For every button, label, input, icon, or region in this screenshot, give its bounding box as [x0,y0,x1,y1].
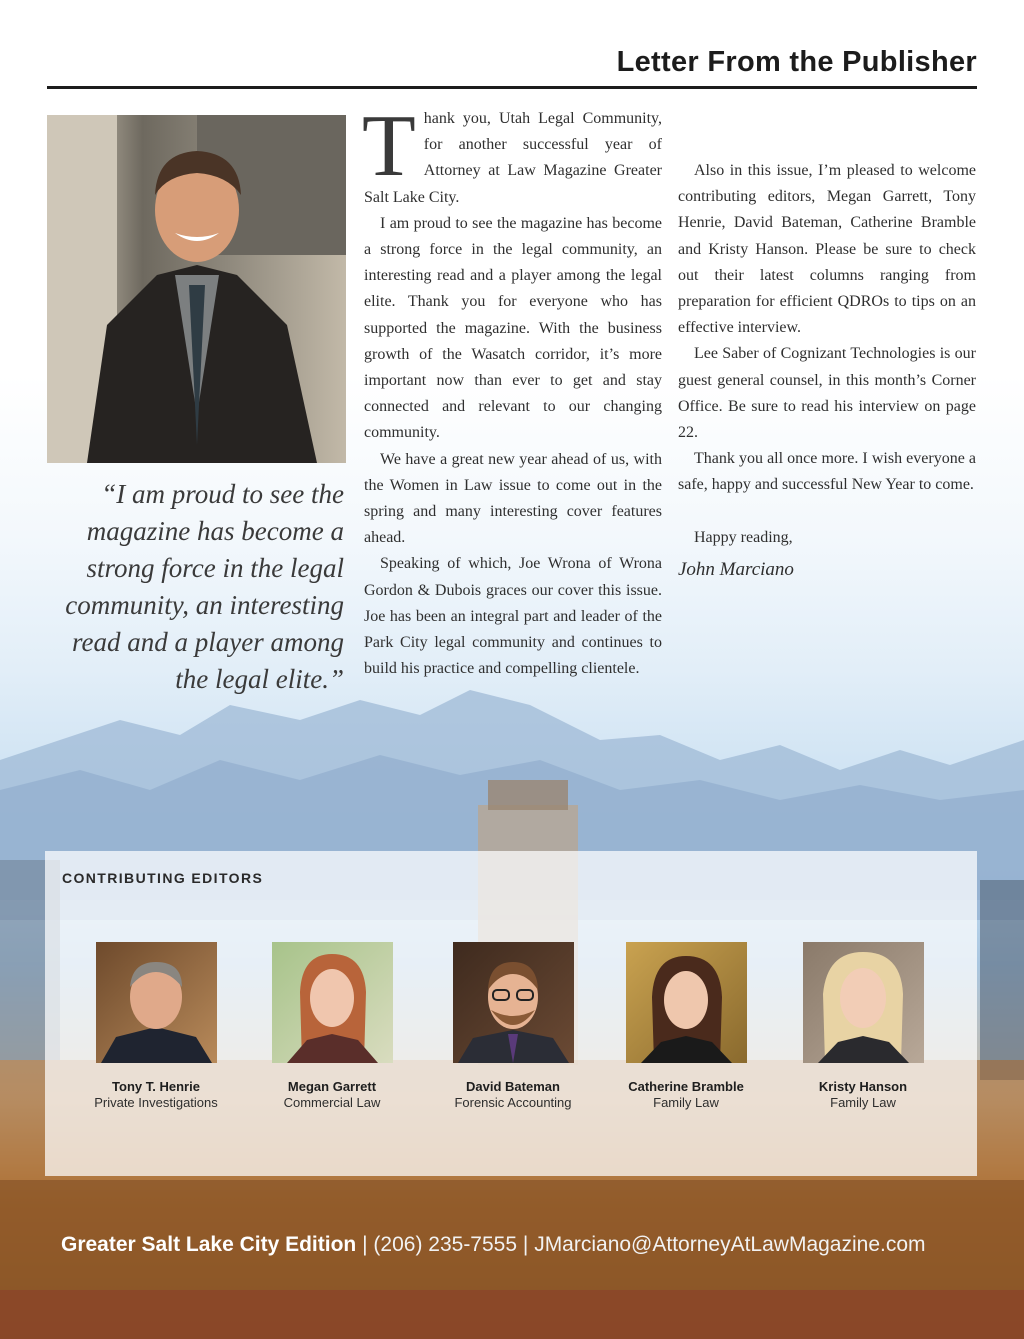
letter-column-1 [362,98,662,682]
publisher-photo [47,115,346,463]
letter-paragraph-2: I am proud to see the magazine has become a strong force in the legal community, an interesting read and a player among the legal elite. Thank you for everyone who has supported the magazine. With the business growth of the Wasatch corridor, it’s more important now than ever to get and stay connected and relevant to our changing community. [364,214,662,442]
editor-name: Kristy Hanson [818,1079,908,1094]
letter-paragraph-3: We have a great new year ahead of us, with the Women in Law issue to come out in the spring and many interesting cover features ahead. [364,450,662,547]
letter-paragraph-5: Also in this issue, I’m pleased to welcome contributing editors, Megan Garrett, Tony Henrie, David Bateman, Catherine Bramble and Kristy Hanson. Please be sure to check out their latest columns ranging from preparation for efficient QDROs to tips on an effective interview. [678,162,976,337]
footer-separator: | [362,1233,368,1256]
letter-paragraph-6: Lee Saber of Cognizant Technologies is our guest general counsel, in this month’s Corner Office. Be sure to read his interview on page 22. [678,345,976,442]
editor-card [242,942,422,1110]
letter-paragraph-7: Thank you all once more. I wish everyone a safe, happy and successful New Year to come. [678,450,976,494]
letter-paragraph-1-text: hank you, Utah Legal Community, for another successful year of Attorney at Law Magazine Greater Salt Lake City. [364,110,662,206]
footer-separator: | [522,1233,529,1256]
editor-portrait-icon [453,942,574,1063]
drop-cap: T [362,98,416,195]
footer-phone: (206) 235-7555 [373,1233,518,1256]
title-rule [47,86,977,89]
letter-column-2-body [678,106,976,583]
publisher-signature: John Marciano [678,558,794,580]
editor-portrait-icon [803,942,924,1063]
editor-role: Private Investigations [94,1095,218,1110]
letter-paragraph-4: Speaking of which, Joe Wrona of Wrona Gordon & Dubois graces our cover this issue. Joe has been an integral part and leader of the Park City legal community and continues to build his practice and compelling clientele. [364,555,662,678]
editor-card [423,942,603,1110]
editor-portrait-icon [626,942,747,1063]
editors-heading: CONTRIBUTING EDITORS [62,870,264,886]
page-title: Letter From the Publisher [616,46,977,78]
editor-portrait-icon [272,942,393,1063]
signoff: Happy reading, [694,528,793,546]
edition-name: Greater Salt Lake City Edition [61,1233,357,1256]
editor-card [66,942,246,1110]
editor-photo [626,942,747,1063]
pull-quote: “I am proud to see the magazine has become a strong force in the legal community, an interesting read and a player among the legal elite.” [65,479,344,694]
publisher-portrait-icon [47,115,346,463]
footer-email: JMarciano@AttorneyAtLawMagazine.com [534,1233,926,1256]
footer [61,1233,926,1257]
editor-card [773,942,953,1110]
letter-paragraph-1 [362,98,662,211]
editor-photo [803,942,924,1063]
editor-role: Family Law [830,1095,896,1110]
editor-name: Tony T. Henrie [112,1079,200,1094]
editor-photo [272,942,393,1063]
editor-portrait-icon [96,942,217,1063]
editor-name: Catherine Bramble [628,1079,744,1094]
editor-role: Forensic Accounting [454,1095,572,1110]
editor-photo [96,942,217,1063]
editor-role: Family Law [653,1095,719,1110]
editor-card [596,942,776,1110]
editor-role: Commercial Law [283,1095,381,1110]
editor-name: David Bateman [466,1079,560,1094]
editor-name: Megan Garrett [287,1079,377,1094]
editor-photo [453,942,574,1063]
contributing-editors-panel [45,851,977,1176]
